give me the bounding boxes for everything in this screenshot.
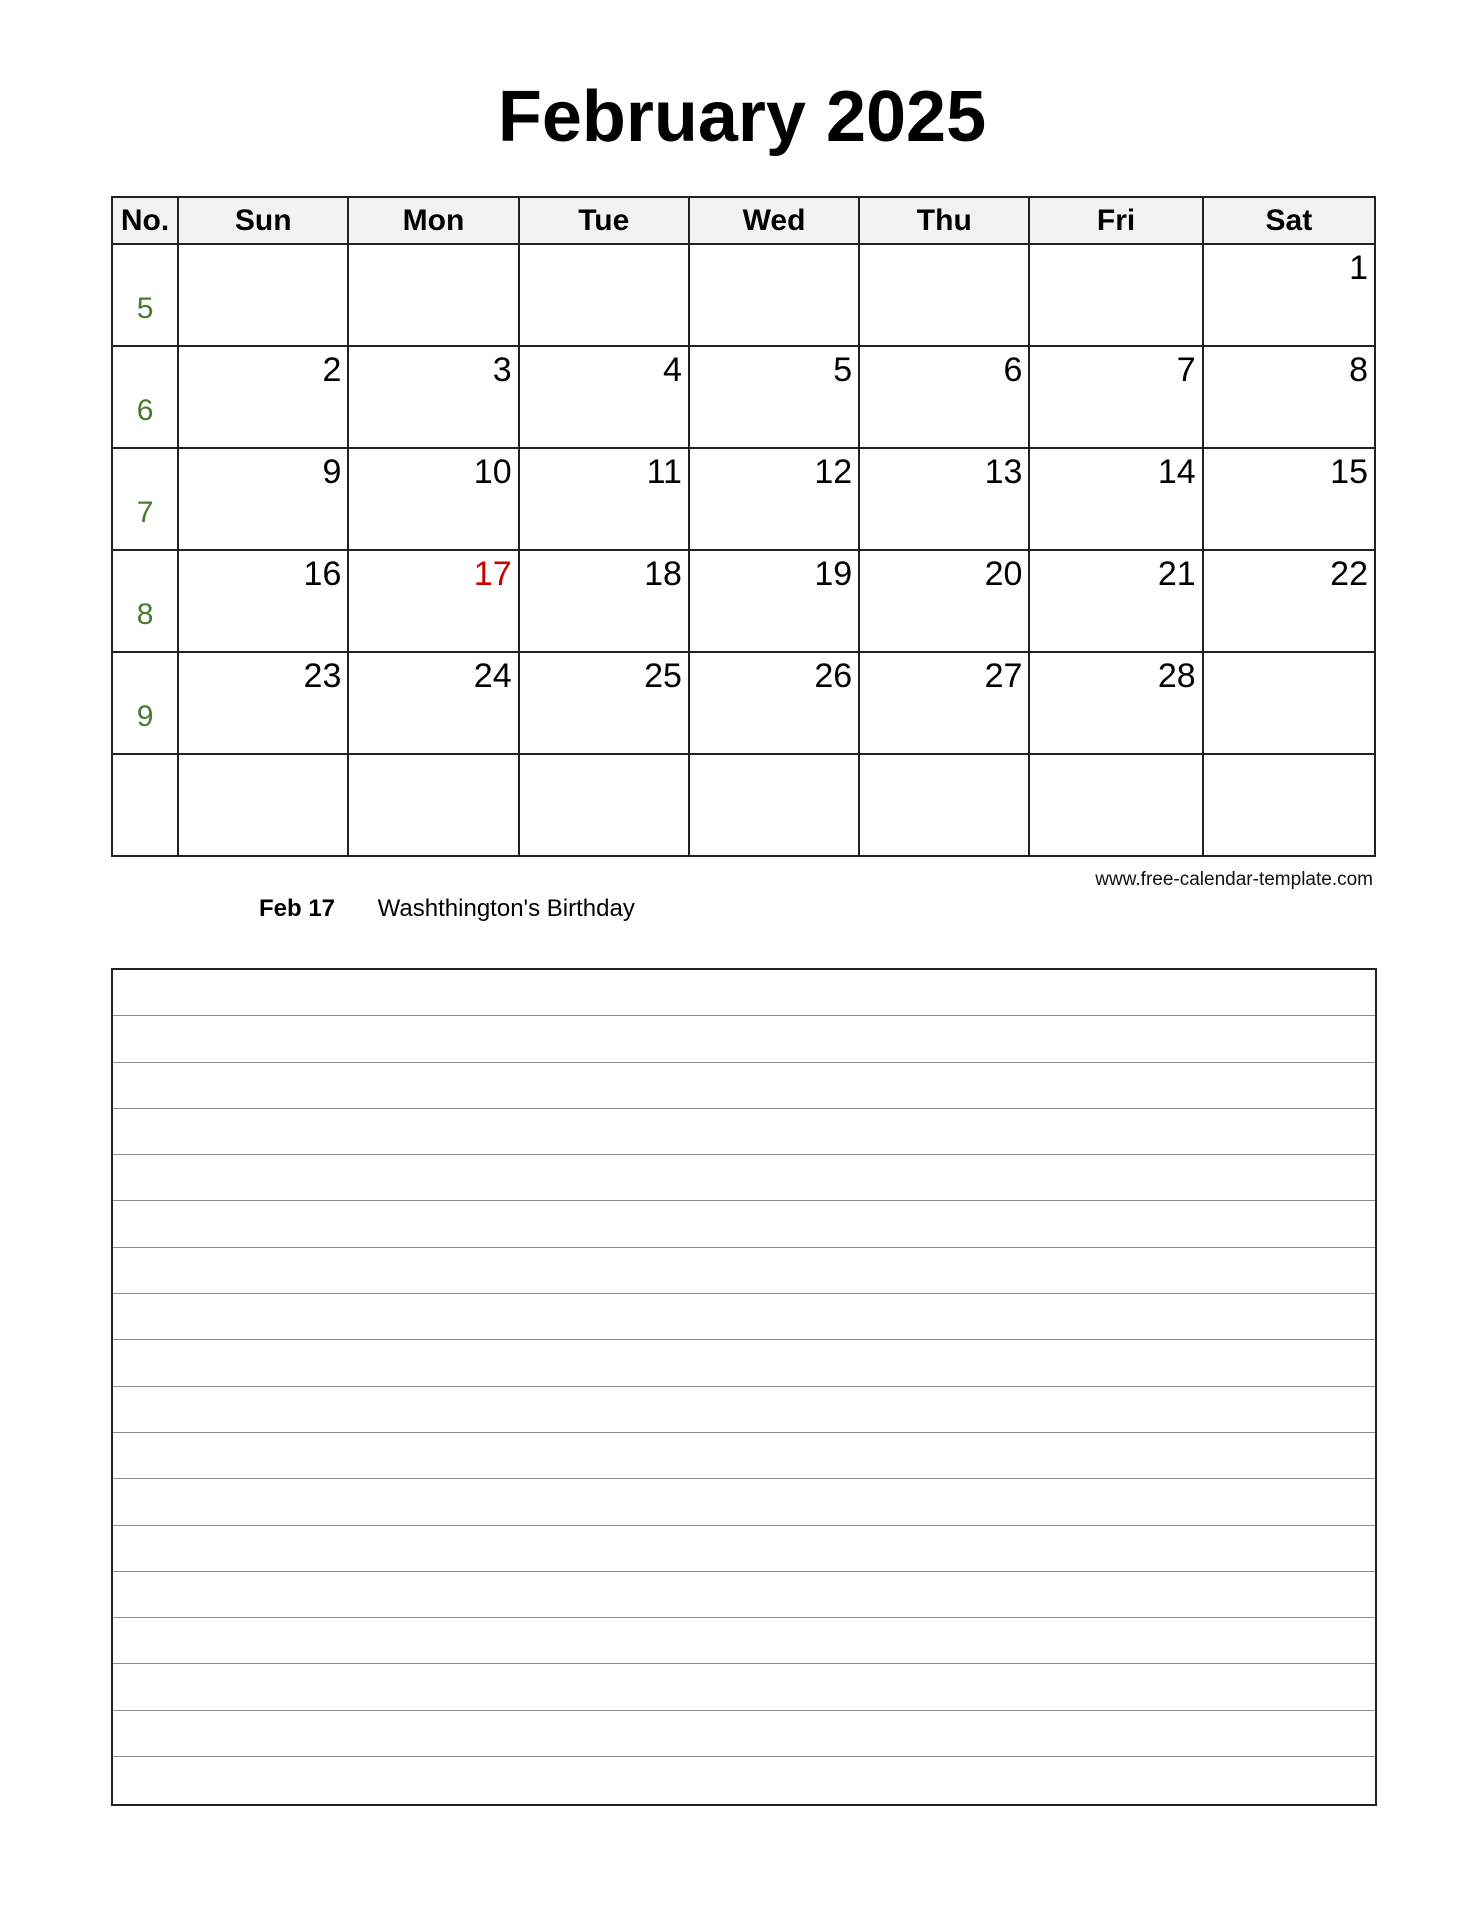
day-number: 9 <box>322 453 342 491</box>
day-cell[interactable] <box>1203 448 1375 550</box>
day-cell[interactable] <box>348 550 518 652</box>
week-row <box>112 754 1375 856</box>
day-number: 22 <box>1330 555 1368 593</box>
day-number: 4 <box>662 351 682 389</box>
week-number: 5 <box>136 292 154 325</box>
day-cell[interactable] <box>1203 346 1375 448</box>
day-cell[interactable] <box>1203 550 1375 652</box>
day-cell[interactable] <box>1029 652 1202 754</box>
week-row <box>112 550 1375 652</box>
note-line[interactable] <box>113 1063 1375 1109</box>
day-cell[interactable] <box>348 244 518 346</box>
day-number: 16 <box>303 555 342 593</box>
header-wed: Wed <box>689 197 859 244</box>
week-number: 7 <box>136 496 154 529</box>
note-line[interactable] <box>113 1433 1375 1479</box>
header-sun: Sun <box>178 197 348 244</box>
day-cell[interactable] <box>178 652 348 754</box>
day-number: 10 <box>473 453 512 491</box>
day-cell[interactable] <box>519 550 689 652</box>
day-cell[interactable] <box>859 754 1029 856</box>
day-cell[interactable] <box>859 244 1029 346</box>
day-cell[interactable] <box>1029 244 1202 346</box>
day-number: 13 <box>984 453 1023 491</box>
note-line[interactable] <box>113 1711 1375 1757</box>
day-number: 21 <box>1157 555 1196 593</box>
day-cell[interactable] <box>689 346 859 448</box>
day-number: 26 <box>814 657 853 695</box>
week-number-cell <box>112 346 178 448</box>
day-cell[interactable] <box>689 244 859 346</box>
day-number: 12 <box>814 453 853 491</box>
notes-area[interactable] <box>111 968 1377 1806</box>
day-number: 25 <box>644 657 682 695</box>
week-number-cell <box>112 448 178 550</box>
note-line[interactable] <box>113 1572 1375 1618</box>
week-row <box>112 652 1375 754</box>
week-number: 9 <box>136 700 154 733</box>
day-cell[interactable] <box>178 550 348 652</box>
day-number: 5 <box>833 351 853 389</box>
note-line[interactable] <box>113 1201 1375 1247</box>
day-number: 18 <box>644 555 682 593</box>
header-tue: Tue <box>519 197 689 244</box>
note-line[interactable] <box>113 1340 1375 1386</box>
day-cell[interactable] <box>519 244 689 346</box>
note-line[interactable] <box>113 1387 1375 1433</box>
day-cell[interactable] <box>859 550 1029 652</box>
note-line[interactable] <box>113 1016 1375 1062</box>
header-thu: Thu <box>859 197 1029 244</box>
day-cell[interactable] <box>1203 652 1375 754</box>
day-number: 7 <box>1176 351 1196 389</box>
day-cell[interactable] <box>519 448 689 550</box>
day-cell[interactable] <box>519 754 689 856</box>
note-line[interactable] <box>113 1618 1375 1664</box>
note-line[interactable] <box>113 1664 1375 1710</box>
day-number: 17 <box>473 555 512 593</box>
note-line[interactable] <box>113 1757 1375 1803</box>
day-number: 28 <box>1157 657 1196 695</box>
day-cell[interactable] <box>689 550 859 652</box>
day-cell[interactable] <box>519 346 689 448</box>
week-number-cell <box>112 550 178 652</box>
header-sat: Sat <box>1203 197 1375 244</box>
week-row <box>112 346 1375 448</box>
week-number-cell <box>112 652 178 754</box>
week-row <box>112 448 1375 550</box>
holiday-name: Washthington's Birthday <box>377 895 635 922</box>
day-number: 3 <box>492 351 512 389</box>
calendar-title: February 2025 <box>497 77 987 157</box>
day-cell[interactable] <box>348 346 518 448</box>
week-row <box>112 244 1375 346</box>
day-cell[interactable] <box>1029 550 1202 652</box>
week-number-cell <box>112 754 178 856</box>
day-cell[interactable] <box>519 652 689 754</box>
day-cell[interactable] <box>859 448 1029 550</box>
day-cell[interactable] <box>178 346 348 448</box>
note-line[interactable] <box>113 1109 1375 1155</box>
day-number: 27 <box>984 657 1023 695</box>
day-cell[interactable] <box>1029 754 1202 856</box>
note-line[interactable] <box>113 1155 1375 1201</box>
header-row <box>112 197 1375 244</box>
holiday-list <box>259 895 635 923</box>
note-line[interactable] <box>113 970 1375 1016</box>
day-cell[interactable] <box>178 448 348 550</box>
day-cell[interactable] <box>859 652 1029 754</box>
day-number: 20 <box>984 555 1023 593</box>
website-url: www.free-calendar-template.com <box>1095 869 1373 890</box>
day-number: 15 <box>1330 453 1368 491</box>
day-cell[interactable] <box>178 244 348 346</box>
day-cell[interactable] <box>859 346 1029 448</box>
header-fri: Fri <box>1029 197 1202 244</box>
day-cell[interactable] <box>178 754 348 856</box>
note-line[interactable] <box>113 1526 1375 1572</box>
day-cell[interactable] <box>1029 448 1202 550</box>
day-number: 14 <box>1157 453 1196 491</box>
day-cell[interactable] <box>348 448 518 550</box>
day-cell[interactable] <box>348 754 518 856</box>
header-mon: Mon <box>348 197 518 244</box>
day-cell[interactable] <box>348 652 518 754</box>
day-number: 19 <box>814 555 853 593</box>
header-week-number: No. <box>112 197 178 244</box>
day-cell[interactable] <box>689 652 859 754</box>
day-number: 2 <box>322 351 342 389</box>
week-number: 6 <box>136 394 154 427</box>
day-cell[interactable] <box>1029 346 1202 448</box>
note-line[interactable] <box>113 1479 1375 1525</box>
calendar-grid <box>111 196 1376 857</box>
day-number: 6 <box>1003 351 1023 389</box>
note-line[interactable] <box>113 1248 1375 1294</box>
week-number-cell <box>112 244 178 346</box>
day-cell[interactable] <box>689 448 859 550</box>
day-cell[interactable] <box>1203 754 1375 856</box>
holiday-date: Feb 17 <box>259 895 336 922</box>
day-number: 11 <box>646 453 682 491</box>
day-number: 24 <box>473 657 512 695</box>
day-number: 1 <box>1349 249 1368 287</box>
day-cell[interactable] <box>689 754 859 856</box>
day-cell[interactable] <box>1203 244 1375 346</box>
week-number: 8 <box>136 598 154 631</box>
note-line[interactable] <box>113 1294 1375 1340</box>
day-number: 8 <box>1349 351 1368 389</box>
day-number: 23 <box>303 657 342 695</box>
